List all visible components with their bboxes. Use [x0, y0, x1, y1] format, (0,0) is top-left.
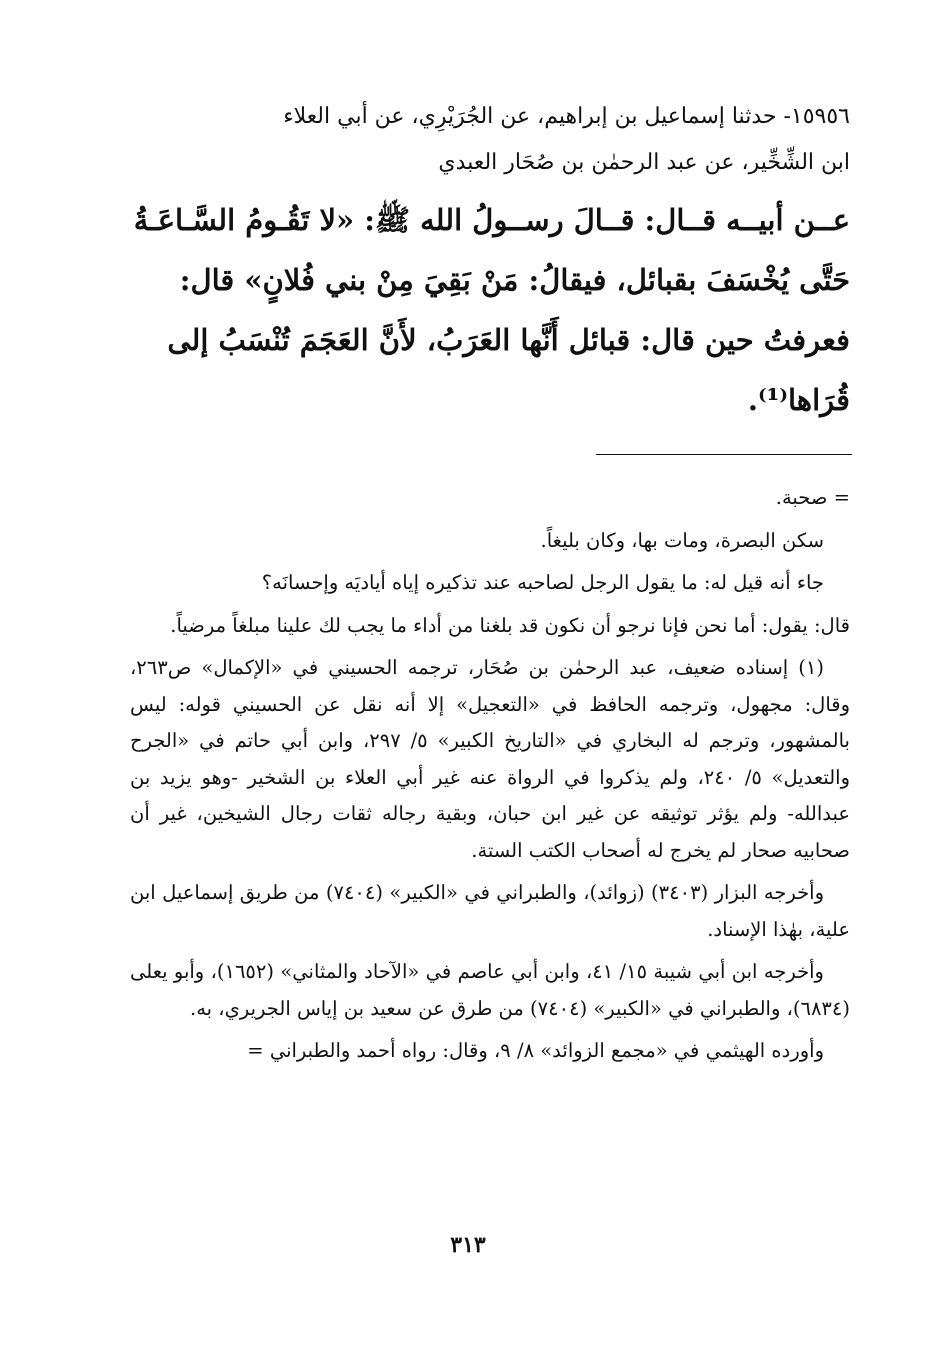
- footnote-continuation: سكن البصرة، ومات بها، وكان بليغاً.: [540, 528, 824, 552]
- footnote-1: (١) إسناده ضعيف، عبد الرحمٰن بن صُحَار، ترجمه الحسيني في «الإكمال» ص٢٦٣، وقال: مجهول، وترجمه الحافظ في «التعجيل» إلا أنه نقل عن الحسيني قوله: ليس بالمشهور، وترجم له البخاري في «التاريخ الكبير» ٥/ ٢٩٧، وابن أبي حاتم في «الجرح والتعديل» ٥/ ٢٤٠، ولم يذكروا في الرواة عنه غير أبي العلاء بن الشخير -وهو يزيد بن عبدالله- ولم يؤثر توثيقه عن غير ابن حبان، وبقية رجاله ثقات رجال الشيخين، غير أن صحابيه صحار لم يخرج له أصحاب الكتب الستة.: [130, 656, 850, 862]
- footnote-takhrij-1: وأخرجه البزار (٣٤٠٣) (زوائد)، والطبراني في «الكبير» (٧٤٠٤) من طريق إسماعيل ابن علية، بهٰذا الإسناد.: [130, 881, 850, 941]
- footnote-continuation: قال: يقول: أما نحن فإنا نرجو أن نكون قد بلغنا من أداء ما يجب لك علينا مبلغاً مرضياً.: [170, 613, 850, 637]
- matn-line-1: عــن أبيــه قــال: قــالَ رســولُ الله ﷺ: «لا تَقُـومُ السَّـاعَـةُ: [133, 203, 850, 237]
- matn-line-2: حَتَّى يُخْسَفَ بقبائل، فيقالُ: مَنْ بَقِيَ مِنْ بني فُلانٍ» قال:: [179, 263, 850, 297]
- footnotes-section: [130, 480, 850, 1076]
- footnote-takhrij-3: وأورده الهيثمي في «مجمع الزوائد» ٨/ ٩، وقال: رواه أحمد والطبراني =: [247, 1039, 824, 1062]
- footnote-continuation: = صحبة.: [775, 486, 850, 509]
- isnad-line-2: ابن الشِّخِّير، عن عبد الرحمٰن بن صُحَار العبدي: [438, 150, 850, 175]
- matn-line-4: قُرَاها⁽¹⁾.: [747, 383, 850, 417]
- footnote-continuation: جاء أنه قيل له: ما يقول الرجل لصاحبه عند تذكيره إياه أياديَه وإحسانَه؟: [261, 571, 824, 594]
- page-number: ٣١٣: [450, 1232, 486, 1258]
- footnote-takhrij-2: وأخرجه ابن أبي شيبة ١٥/ ٤١، وابن أبي عاصم في «الآحاد والمثاني» (١٦٥٢)، وأبو يعلى (٦٨٣٤)، والطبراني في «الكبير» (٧٤٠٤) من طرق عن سعيد بن إياس الجريري، به.: [130, 960, 850, 1020]
- hadith-isnad: [130, 94, 850, 186]
- footnote-divider: [596, 454, 852, 455]
- hadith-matn: [130, 190, 850, 430]
- isnad-line-1: ١٥٩٥٦- حدثنا إسماعيل بن إبراهيم، عن الجُرَيْرِي، عن أبي العلاء: [283, 104, 850, 129]
- matn-line-3: فعرفتُ حين قال: قبائل أَنَّها العَرَبُ، لأَنَّ العَجَمَ تُنْسَبُ إلى: [167, 323, 850, 357]
